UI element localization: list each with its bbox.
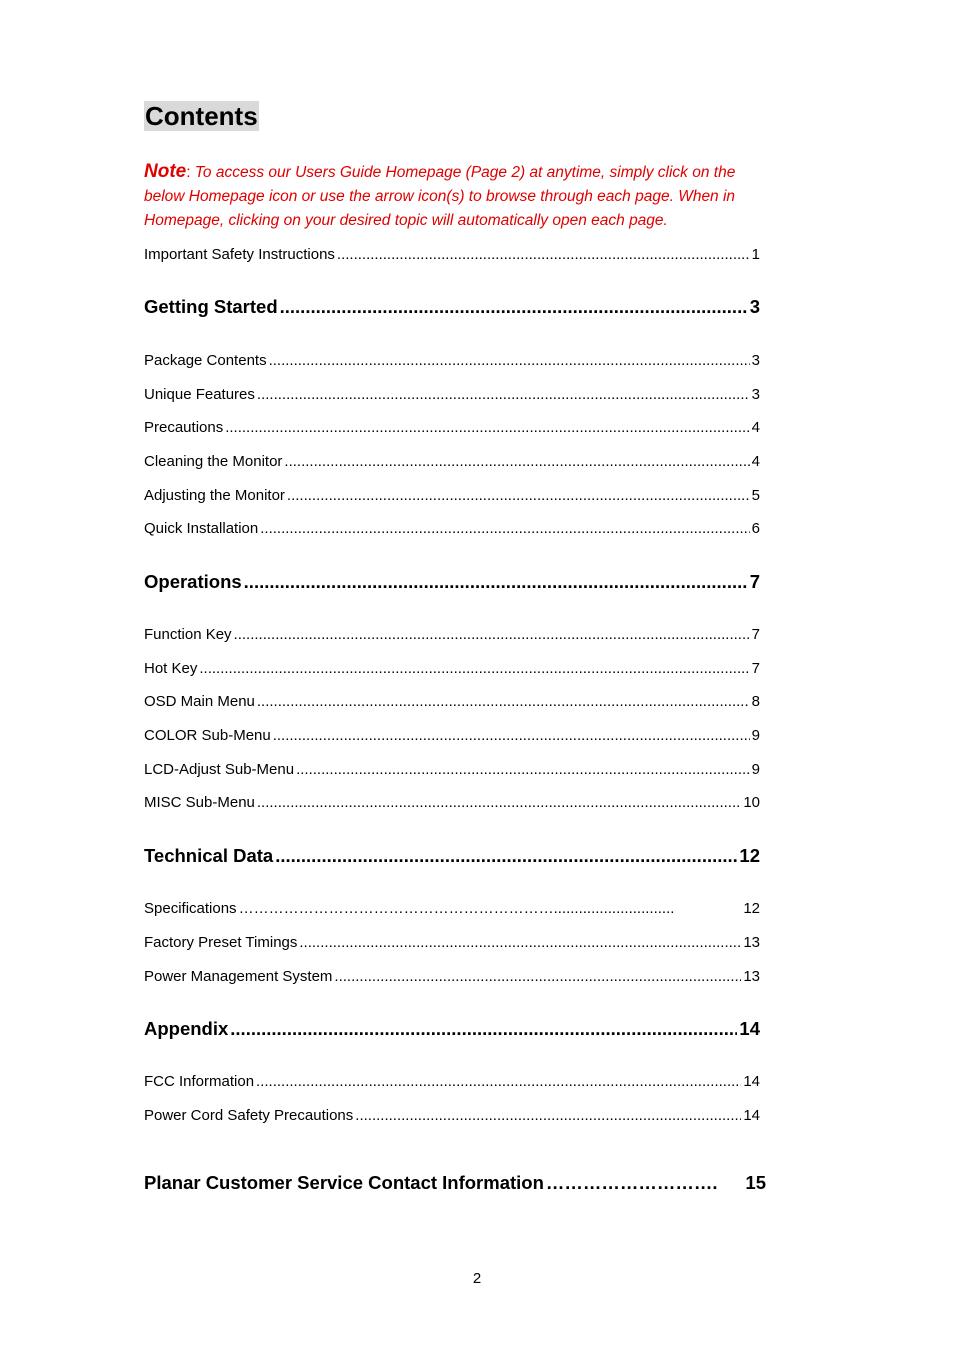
toc-leader: ………………………. [545,1172,718,1193]
toc-section-label: Technical Data [144,845,274,866]
toc-page-number: 3 [749,296,760,317]
toc-entry-osd-main-menu[interactable] [144,693,760,710]
toc-entry-label: Unique Features [144,386,255,403]
toc-entry-label: Important Safety Instructions [144,246,335,263]
toc-page-number: 12 [743,900,760,917]
toc-leader [284,453,749,470]
toc-entry-label: LCD-Adjust Sub-Menu [144,761,295,778]
toc-leader [199,660,749,677]
toc-leader [287,487,750,504]
toc-section-label: Planar Customer Service Contact Information [144,1172,544,1193]
toc-page-number: 6 [751,520,760,537]
toc-leader [299,934,741,951]
toc-leader [244,571,748,593]
toc-entry-label: Power Management System [144,968,333,985]
toc-section-label: Getting Started [144,296,278,317]
page-title: Contents [145,101,258,131]
toc-entry-power-management[interactable] [144,968,760,985]
toc-leader [257,693,750,710]
toc-page-number: 3 [751,352,760,369]
toc-page-number: 7 [751,626,760,643]
toc-entry-hot-key[interactable] [144,660,760,677]
toc-entry-label: OSD Main Menu [144,693,255,710]
toc-page-number: 12 [739,845,760,866]
toc-entry-label: COLOR Sub-Menu [144,727,271,744]
toc-page-number: 7 [751,660,760,677]
toc-section-label: Appendix [144,1018,229,1039]
toc-page-number: 13 [743,968,760,985]
toc-entry-adjusting-monitor[interactable] [144,487,760,504]
page-number: 2 [472,1270,482,1287]
toc-entry-precautions[interactable] [144,419,760,436]
toc-leader [280,296,748,318]
toc-page-number: 7 [749,571,760,592]
toc-entry-label: Hot Key [144,660,198,677]
toc-section-operations[interactable] [144,571,760,593]
toc-page-number: 15 [745,1172,766,1193]
toc-section-customer-service[interactable] [144,1172,766,1194]
toc-entry-label: Specifications [144,900,237,917]
toc-page-number: 10 [743,794,760,811]
toc-entry-label: Package Contents [144,352,267,369]
toc-leader [256,1073,741,1090]
toc-entry-lcd-adjust-sub-menu[interactable] [144,761,760,778]
toc-leader [296,761,750,778]
toc-leader [273,727,750,744]
toc-entry-power-cord-safety[interactable] [144,1107,760,1124]
toc-leader [355,1107,741,1124]
toc-page-number: 14 [743,1107,760,1124]
toc-page-number: 4 [751,419,760,436]
note-colon: : [186,164,195,181]
toc-leader [234,626,750,643]
toc-entry-function-key[interactable] [144,626,760,643]
toc-entry-label: Adjusting the Monitor [144,487,285,504]
toc-entry-factory-preset-timings[interactable] [144,934,760,951]
toc-page-number: 8 [751,693,760,710]
toc-section-technical-data[interactable] [144,845,760,867]
toc-section-label: Operations [144,571,242,592]
toc-entry-label: Quick Installation [144,520,259,537]
toc-entry-misc-sub-menu[interactable] [144,794,760,811]
toc-page-number: 4 [751,453,760,470]
toc-leader [225,419,749,436]
toc-entry-label: Function Key [144,626,232,643]
toc-entry-label: FCC Information [144,1073,255,1090]
toc-page-number: 13 [743,934,760,951]
toc-leader [269,352,750,369]
toc-page-number: 5 [751,487,760,504]
toc-leader: ………………………………………………………............................. [238,900,675,917]
toc-entry-label: Cleaning the Monitor [144,453,283,470]
toc-page-number: 3 [751,386,760,403]
toc-section-appendix[interactable] [144,1018,760,1040]
toc-leader [230,1018,737,1040]
toc-entry-label: Power Cord Safety Precautions [144,1107,354,1124]
toc-page-number: 14 [739,1018,760,1039]
toc-leader [275,845,737,867]
toc-page-number: 9 [751,761,760,778]
toc-entry-specifications[interactable] [144,900,760,917]
toc-leader [257,794,741,811]
toc-entry-label: Factory Preset Timings [144,934,298,951]
toc-leader [260,520,749,537]
toc-entry-label: Precautions [144,419,224,436]
homepage-note [144,160,774,233]
toc-page-number: 14 [743,1073,760,1090]
toc-entry-quick-installation[interactable] [144,520,760,537]
toc-entry-label: MISC Sub-Menu [144,794,255,811]
toc-entry-unique-features[interactable] [144,386,760,403]
toc-entry-color-sub-menu[interactable] [144,727,760,744]
toc-leader [257,386,750,403]
toc-page-number: 9 [751,727,760,744]
toc-leader [334,968,741,985]
toc-entry-fcc-information[interactable] [144,1073,760,1090]
toc-entry-package-contents[interactable] [144,352,760,369]
toc-section-getting-started[interactable] [144,296,760,318]
toc-entry-cleaning-monitor[interactable] [144,453,760,470]
note-text: To access our Users Guide Homepage (Page 2) at anytime, simply click on the below Homepage icon or use the arrow icon(s) to browse through each page. When in Homepage, clicking on your desired topic will automatically open each page. [144,164,736,229]
toc-entry-important-safety[interactable] [144,246,760,263]
toc-leader [337,246,750,263]
note-label: Note [144,161,187,182]
toc-page-number: 1 [751,246,760,263]
